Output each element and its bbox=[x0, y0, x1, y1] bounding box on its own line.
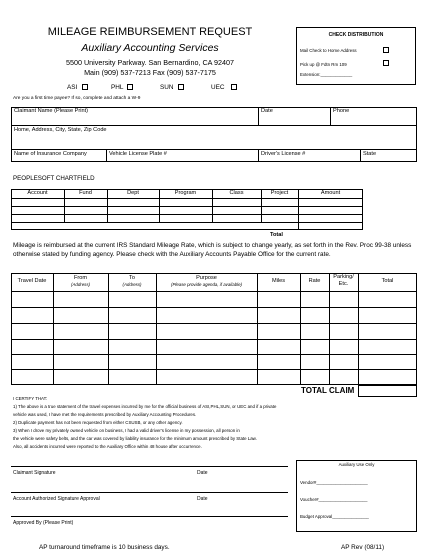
travel-col-to-sub: (Address) bbox=[122, 282, 142, 287]
chartfield-col-amount: Amount bbox=[320, 190, 341, 196]
license-state-field[interactable]: State bbox=[363, 151, 377, 157]
approval-signature-line[interactable] bbox=[11, 492, 288, 493]
travel-col-from: From bbox=[73, 275, 88, 281]
drivers-license-field[interactable]: Driver's License # bbox=[261, 151, 306, 157]
travel-col-from-sub: (Address) bbox=[70, 282, 91, 287]
chartfield-col-dept: Dept bbox=[127, 190, 139, 196]
chartfield-col-account: Account bbox=[27, 190, 48, 196]
certify-line-3b: the vehicle were safety belts, and the car was covered by liability insurance for the minimum amount prescribed by State Law. bbox=[13, 436, 257, 441]
chartfield-total-label: Total bbox=[270, 232, 283, 238]
travel-col-date: Travel Date bbox=[17, 278, 47, 284]
department-address: 5500 University Parkway. San Bernardino, CA 92407 bbox=[65, 58, 235, 67]
department-phones: Main (909) 537-7213 Fax (909) 537-7175 bbox=[84, 68, 216, 77]
pickup-label: Pick up @ Fdtn Rm 109 bbox=[300, 62, 347, 67]
certify-line-1b: vehicle was used, I have met the requirements prescribed by Auxiliary Accounting Procedures. bbox=[13, 412, 197, 417]
approved-by-label: Approved By (Please Print) bbox=[13, 520, 74, 526]
form-title: MILEAGE REIMBURSEMENT REQUEST bbox=[47, 26, 253, 38]
vendor-number-field[interactable]: Vendor#_____________________ bbox=[300, 480, 368, 485]
travel-col-miles: Miles bbox=[271, 278, 286, 284]
mileage-rate-note: Mileage is reimbursed at the current IRS Standard Mileage Rate, which is subject to change yearly, as set forth in the Rev. Proc 99-38 unless otherwise stated by funding agency. Please check with the Auxiliary Accounts Payable Office for the current rate. bbox=[13, 242, 412, 258]
total-claim-label: TOTAL CLAIM bbox=[301, 386, 355, 395]
first-time-payee-note: Are you a first time payee? If so, complete and attach a W-9 bbox=[13, 96, 141, 101]
approval-signature-date-label: Date bbox=[197, 496, 208, 502]
approved-by-line[interactable] bbox=[11, 516, 288, 517]
travel-col-parking: Parking/ Etc. bbox=[333, 274, 354, 287]
claimant-signature-label: Claimant Signature bbox=[13, 470, 56, 476]
approval-signature-label: Account Authorized Signature Approval bbox=[13, 496, 100, 502]
entity-uec-checkbox[interactable] bbox=[231, 84, 237, 90]
total-claim-field[interactable] bbox=[358, 385, 417, 397]
insurance-company-field[interactable]: Name of Insurance Company bbox=[14, 151, 87, 157]
entity-sun-label: SUN bbox=[160, 84, 174, 91]
entity-asi-label: ASI bbox=[67, 84, 78, 91]
chartfield-title: PEOPLESOFT CHARTFIELD bbox=[13, 175, 95, 182]
entity-asi-checkbox[interactable] bbox=[82, 84, 88, 90]
chartfield-col-program: Program bbox=[174, 190, 197, 196]
license-plate-field[interactable]: Vehicle License Plate # bbox=[109, 151, 167, 157]
travel-col-purpose: Purpose bbox=[196, 275, 217, 281]
certify-line-4: Also, all accidents incurred were reported to the Auxiliary Office within 48 house after occurrence. bbox=[13, 444, 202, 449]
entity-uec-label: UEC bbox=[211, 84, 225, 91]
home-address-field[interactable]: Home, Address, City, State, Zip Code bbox=[14, 127, 107, 133]
certify-line-3: 3) When I drove my privately owned vehicle on business, I had a valid driver's license in my possession, all person in bbox=[13, 428, 240, 433]
auxiliary-use-box bbox=[296, 460, 417, 532]
phone-field[interactable]: Phone bbox=[333, 108, 350, 114]
voucher-number-field[interactable]: Voucher#____________________ bbox=[300, 497, 368, 502]
certify-line-2: 2) Duplicate payment has not been requested from either CSUSB, or any other agency. bbox=[13, 420, 183, 425]
mail-home-label: Mail Check to Home Address bbox=[300, 48, 357, 53]
turnaround-note: AP turnaround timeframe is 10 business days. bbox=[39, 544, 170, 551]
check-distribution-title: CHECK DISTRIBUTION bbox=[328, 32, 384, 38]
claimant-signature-line[interactable] bbox=[11, 466, 288, 467]
department-name: Auxiliary Accounting Services bbox=[81, 42, 219, 54]
entity-phl-label: PHL bbox=[111, 84, 124, 91]
travel-col-to: To bbox=[129, 275, 135, 281]
entity-phl-checkbox[interactable] bbox=[127, 84, 133, 90]
form-revision: AP Rev (08/11) bbox=[341, 544, 385, 551]
entity-sun-checkbox[interactable] bbox=[178, 84, 184, 90]
claimant-name-field[interactable]: Claimant Name (Please Print) bbox=[14, 108, 88, 114]
chartfield-col-fund: Fund bbox=[79, 190, 92, 196]
chartfield-col-project: Project bbox=[270, 190, 289, 196]
auxiliary-use-title: Auxiliary Use Only bbox=[338, 462, 375, 467]
certify-line-1: 1) The above is a true statement of the travel expenses incurred by me for the official business of ASI,PHL,SUN, or UEC and if a private bbox=[13, 404, 277, 409]
pickup-checkbox[interactable] bbox=[383, 60, 389, 66]
mail-home-checkbox[interactable] bbox=[383, 47, 389, 53]
travel-col-rate: Rate bbox=[308, 278, 321, 284]
budget-approval-field[interactable]: Budget Approval_______________ bbox=[300, 514, 369, 519]
travel-col-total: Total bbox=[381, 278, 394, 284]
chartfield-col-class: Class bbox=[229, 190, 244, 196]
claimant-signature-date-label: Date bbox=[197, 470, 208, 476]
extension-field[interactable]: Extension:_____________ bbox=[300, 72, 353, 77]
certify-heading: I CERTIFY THAT: bbox=[13, 396, 48, 401]
claim-date-field[interactable]: Date bbox=[261, 108, 273, 114]
travel-col-purpose-sub: (Please provide agenda, if available) bbox=[170, 282, 243, 287]
